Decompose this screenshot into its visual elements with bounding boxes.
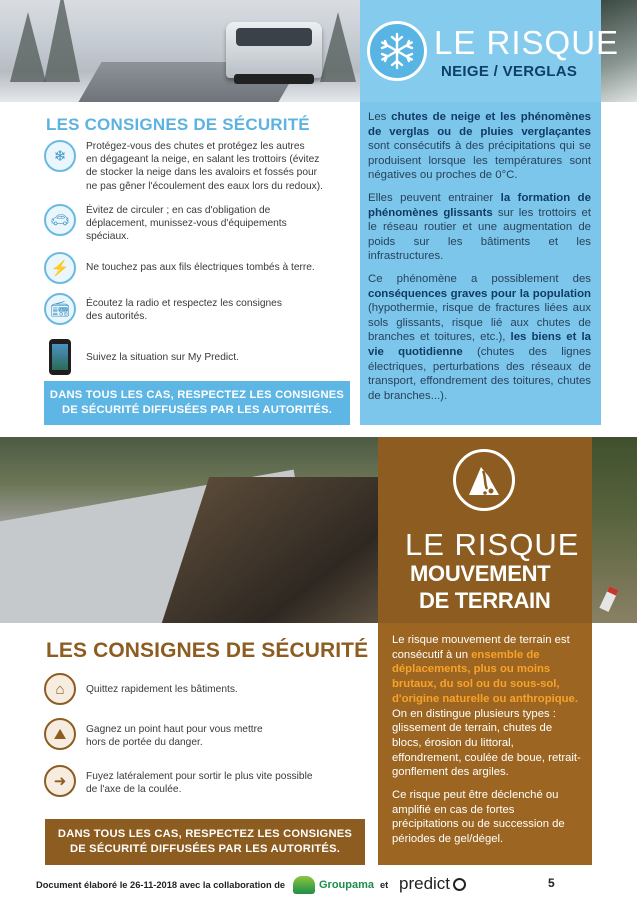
predict-logo — [399, 874, 466, 894]
consigne-text — [86, 140, 323, 193]
text-run: Le risque mouvement de terrain est consécutif à un — [392, 634, 570, 661]
snowflake-icon-svg — [377, 31, 417, 71]
text-line: de stocker la neige dans les avaloirs et fossés pour — [86, 167, 318, 179]
bold-run: chutes de neige et les phénomènes de verglas ou de pluies verglaçantes — [368, 111, 591, 138]
neige-title: LE RISQUE — [434, 24, 620, 61]
text-run: (chutes des lignes électriques, perturbations des réseaux de transport, effondrement des toitures, chutes de branches...). — [368, 345, 591, 402]
text-line: Gagnez un point haut pour vous mettre — [86, 724, 263, 735]
bold-run: les biens et la vie quotidienne — [368, 331, 591, 358]
neige-paragraph-3 — [368, 272, 591, 403]
text-line: en dégageant la neige, en salant les trottoirs (évitez — [86, 154, 320, 166]
smartphone-icon — [49, 339, 71, 375]
predict-logo-text: predict — [399, 874, 451, 893]
tree-shape — [10, 12, 46, 82]
terrain-paragraph-1 — [392, 633, 582, 780]
snowy-road-photo — [0, 0, 360, 102]
neige-consigne-item — [44, 339, 239, 375]
predict-logo-mark — [453, 878, 466, 891]
side-escape-icon: ➜ — [44, 765, 76, 797]
consigne-text — [86, 293, 282, 323]
text-run: Les — [368, 111, 392, 123]
text-line: spéciaux. — [86, 231, 130, 243]
terrain-consigne-item — [44, 673, 238, 705]
consigne-text — [86, 204, 287, 244]
callout-line: DE SÉCURITÉ DIFFUSÉES PAR LES AUTORITÉS. — [69, 843, 341, 855]
text-line: Ne touchez pas aux fils électriques tombés à terre. — [86, 262, 315, 273]
text-line: Fuyez latéralement pour sortir le plus vite possible — [86, 771, 313, 782]
bold-run: la formation de phénomènes glissants — [368, 191, 591, 219]
neige-consigne-item — [44, 252, 315, 284]
text-run: sont consécutifs à des précipitations qui se produisent lorsque les températures sont négatives ou proches de 0°C. — [368, 140, 591, 182]
terrain-consigne-item — [44, 718, 263, 750]
tree-shape — [44, 0, 80, 82]
groupama-logo — [293, 876, 374, 894]
text-line: de l'axe de la coulée. — [86, 784, 182, 796]
neige-paragraph-1 — [368, 110, 591, 183]
text-run: sur les trottoirs et le réseau routier et une augmentation de poids sur les bâtiments et les infrastructures. — [368, 206, 591, 263]
hillside-photo — [592, 437, 637, 623]
text-run: (hypothermie, risque de fractures liées aux sols glissants, risque lié aux chutes de branches et toitures, etc.), — [368, 302, 591, 344]
snow-house-icon: ❄ — [44, 140, 76, 172]
power-line-icon: ⚡ — [44, 252, 76, 284]
terrain-consignes-heading: LES CONSIGNES DE SÉCURITÉ — [46, 639, 369, 662]
text-line: hors de portée du danger. — [86, 737, 203, 749]
high-ground-icon: ⛰ — [44, 718, 76, 750]
neige-subtitle: NEIGE / VERGLAS — [441, 63, 578, 80]
terrain-consigne-item — [44, 765, 313, 797]
car-icon: 🚗︎ — [44, 204, 76, 236]
terrain-subtitle-1: MOUVEMENT — [410, 561, 551, 586]
text-line: Évitez de circuler ; en cas d'obligation de — [86, 205, 271, 216]
footer-credit: Document élaboré le 26-11-2018 avec la collaboration de — [36, 880, 286, 890]
callout-line: DANS TOUS LES CAS, RESPECTEZ LES CONSIGNES — [57, 828, 353, 840]
building-exit-icon: ⌂ — [44, 673, 76, 705]
neige-callout — [44, 381, 350, 425]
tree-shape — [320, 12, 356, 82]
neige-description — [368, 110, 591, 411]
text-line: Écoutez la radio et respectez les consignes — [86, 298, 282, 309]
landslide-icon — [453, 449, 515, 511]
consigne-text — [86, 339, 239, 364]
road-marker-shape — [599, 586, 618, 612]
phone-screen — [52, 344, 68, 370]
consigne-text — [86, 718, 263, 749]
consigne-text — [86, 765, 313, 796]
callout-line: DE SÉCURITÉ DIFFUSÉES PAR LES AUTORITÉS. — [61, 404, 333, 416]
collapsed-road-photo — [0, 437, 378, 623]
page-number: 5 — [548, 876, 555, 890]
text-line: Suivez la situation sur My Predict. — [86, 352, 239, 363]
highlight-run: ensemble de déplacements, plus ou moins brutaux, du sol ou du sous-sol, d'origine naturelle ou anthropique. — [392, 648, 578, 705]
groupama-logo-mark — [293, 876, 315, 894]
neige-consigne-item — [44, 204, 287, 244]
radio-icon: 📻︎ — [44, 293, 76, 325]
neige-consignes-heading: LES CONSIGNES DE SÉCURITÉ — [46, 115, 310, 134]
text-line: des autorités. — [86, 311, 148, 323]
terrain-callout — [45, 819, 365, 865]
terrain-paragraph-2: Ce risque peut être déclenché ou amplifié en cas de fortes précipitations ou de succession de périodes de gel/dégel. — [392, 789, 565, 846]
neige-consigne-item — [44, 140, 323, 193]
landslide-icon-svg — [461, 457, 507, 503]
text-run: Elles peuvent entrainer — [368, 191, 501, 204]
terrain-title: LE RISQUE — [405, 527, 580, 562]
neige-consigne-item — [44, 293, 282, 325]
terrain-subtitle-2: DE TERRAIN — [419, 588, 551, 613]
terrain-description — [392, 633, 582, 855]
bold-run: conséquences graves pour la population — [368, 287, 591, 300]
text-line: déplacement, munissez-vous d'équipements — [86, 218, 287, 230]
callout-line: DANS TOUS LES CAS, RESPECTEZ LES CONSIGNES — [49, 389, 345, 401]
text-run: On en distingue plusieurs types : glissement de terrain, chutes de blocs, érosion du littoral, effondrement, coulée de boue, retrait-gonflement des argiles. — [392, 707, 581, 779]
text-run: Ce phénomène a possiblement des — [368, 272, 591, 285]
text-line: ne pas gêner l'écoulement des eaux lors du redoux). — [86, 180, 323, 192]
text-line: Protégez-vous des chutes et protégez les autres — [86, 141, 305, 152]
snowflake-icon — [367, 21, 427, 81]
consigne-text — [86, 252, 315, 274]
neige-paragraph-2 — [368, 191, 591, 264]
footer-conjunction: et — [380, 880, 389, 890]
car-shape — [226, 22, 322, 78]
groupama-logo-text: Groupama — [319, 879, 375, 891]
consigne-text — [86, 673, 238, 696]
text-line: Quittez rapidement les bâtiments. — [86, 684, 238, 695]
